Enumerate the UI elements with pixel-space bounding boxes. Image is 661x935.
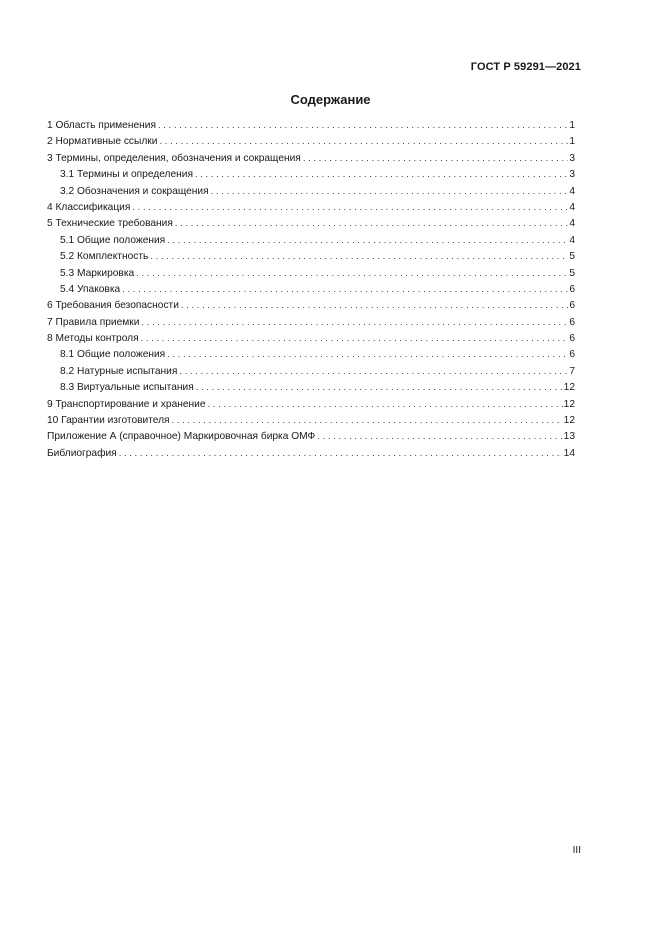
toc-entry-page: 4 — [569, 185, 575, 197]
toc-entry-page: 6 — [569, 300, 575, 312]
toc-entry-text: 10 Гарантии изготовителя — [47, 415, 170, 427]
toc-leader-dots — [303, 151, 569, 167]
toc-entry[interactable] — [47, 315, 575, 331]
toc-leader-dots — [175, 216, 568, 232]
toc-entry-page: 12 — [563, 398, 575, 410]
toc-entry[interactable] — [47, 151, 575, 167]
toc-entry-text: 6 Требования безопасности — [47, 300, 179, 312]
standard-id: ГОСТ Р 59291—2021 — [470, 61, 581, 73]
toc-leader-dots — [141, 315, 568, 331]
toc-entry-text: 3.1 Термины и определения — [60, 169, 193, 181]
toc-entry[interactable] — [47, 364, 575, 380]
toc-entry[interactable] — [47, 331, 575, 347]
toc-entry-text: 5.3 Маркировка — [60, 267, 135, 279]
toc-leader-dots — [119, 446, 563, 462]
table-of-contents — [47, 118, 575, 462]
toc-entry[interactable] — [47, 282, 575, 298]
toc-leader-dots — [141, 331, 569, 347]
toc-title: Содержание — [290, 92, 371, 107]
toc-leader-dots — [122, 282, 568, 298]
toc-entry-text: 3.2 Обозначения и сокращения — [60, 185, 209, 197]
toc-leader-dots — [195, 167, 568, 183]
toc-entry-page: 7 — [569, 365, 575, 377]
toc-entry-page: 4 — [569, 234, 575, 246]
toc-entry-text: 4 Классификация — [47, 201, 131, 213]
toc-entry[interactable] — [47, 380, 575, 396]
toc-leader-dots — [167, 233, 568, 249]
toc-entry[interactable] — [47, 413, 575, 429]
toc-leader-dots — [172, 413, 563, 429]
toc-entry-text: 5.2 Комплектность — [60, 251, 149, 263]
toc-entry-page: 6 — [569, 283, 575, 295]
toc-entry[interactable] — [47, 184, 575, 200]
toc-leader-dots — [158, 118, 568, 134]
toc-entry[interactable] — [47, 397, 575, 413]
toc-entry-text: 5.1 Общие положения — [60, 234, 166, 246]
toc-entry-page: 4 — [569, 218, 575, 230]
page-number: III — [572, 845, 581, 856]
toc-entry-page: 1 — [569, 136, 575, 148]
toc-entry[interactable] — [47, 298, 575, 314]
toc-entry-page: 14 — [563, 447, 575, 459]
toc-entry-text: 8.3 Виртуальные испытания — [60, 382, 194, 394]
toc-leader-dots — [167, 347, 568, 363]
toc-entry-text: 2 Нормативные ссылки — [47, 136, 158, 148]
toc-entry[interactable] — [47, 446, 575, 462]
toc-leader-dots — [136, 266, 568, 282]
toc-entry-text: 1 Область применения — [47, 120, 156, 131]
toc-leader-dots — [317, 429, 562, 445]
toc-entry-page: 6 — [569, 316, 575, 328]
toc-entry-page: 6 — [569, 349, 575, 361]
toc-entry-text: 3 Термины, определения, обозначения и сокращения — [47, 152, 301, 164]
toc-entry-text: 5 Технические требования — [47, 218, 173, 230]
toc-entry[interactable] — [47, 167, 575, 183]
toc-entry-page: 1 — [569, 120, 575, 131]
toc-entry-text: 5.4 Упаковка — [60, 283, 121, 295]
toc-leader-dots — [181, 298, 568, 314]
toc-entry-text: 9 Транспортирование и хранение — [47, 398, 206, 410]
toc-entry[interactable] — [47, 429, 575, 445]
toc-entry[interactable] — [47, 347, 575, 363]
toc-entry-page: 4 — [569, 201, 575, 213]
toc-leader-dots — [208, 397, 563, 413]
toc-entry[interactable] — [47, 200, 575, 216]
toc-entry-page: 3 — [569, 152, 575, 164]
toc-entry-page: 13 — [563, 431, 575, 443]
toc-leader-dots — [179, 364, 568, 380]
toc-entry-page: 12 — [563, 415, 575, 427]
toc-entry-page: 5 — [569, 251, 575, 263]
toc-leader-dots — [150, 249, 568, 265]
toc-entry-page: 6 — [569, 333, 575, 345]
toc-entry[interactable] — [47, 118, 575, 134]
toc-leader-dots — [132, 200, 568, 216]
toc-entry[interactable] — [47, 134, 575, 150]
toc-entry-text: 8 Методы контроля — [47, 333, 139, 345]
toc-entry-page: 12 — [563, 382, 575, 394]
toc-entry-text: Приложение А (справочное) Маркировочная бирка ОМФ — [47, 431, 316, 443]
toc-leader-dots — [196, 380, 563, 396]
toc-entry[interactable] — [47, 216, 575, 232]
toc-entry-text: 7 Правила приемки — [47, 316, 140, 328]
toc-entry-text: Библиография — [47, 447, 117, 459]
toc-entry[interactable] — [47, 249, 575, 265]
toc-entry[interactable] — [47, 233, 575, 249]
toc-entry-page: 5 — [569, 267, 575, 279]
toc-entry-page: 3 — [569, 169, 575, 181]
toc-entry-text: 8.2 Натурные испытания — [60, 365, 178, 377]
toc-leader-dots — [159, 134, 568, 150]
toc-entry[interactable] — [47, 266, 575, 282]
toc-leader-dots — [211, 184, 569, 200]
toc-entry-text: 8.1 Общие положения — [60, 349, 166, 361]
